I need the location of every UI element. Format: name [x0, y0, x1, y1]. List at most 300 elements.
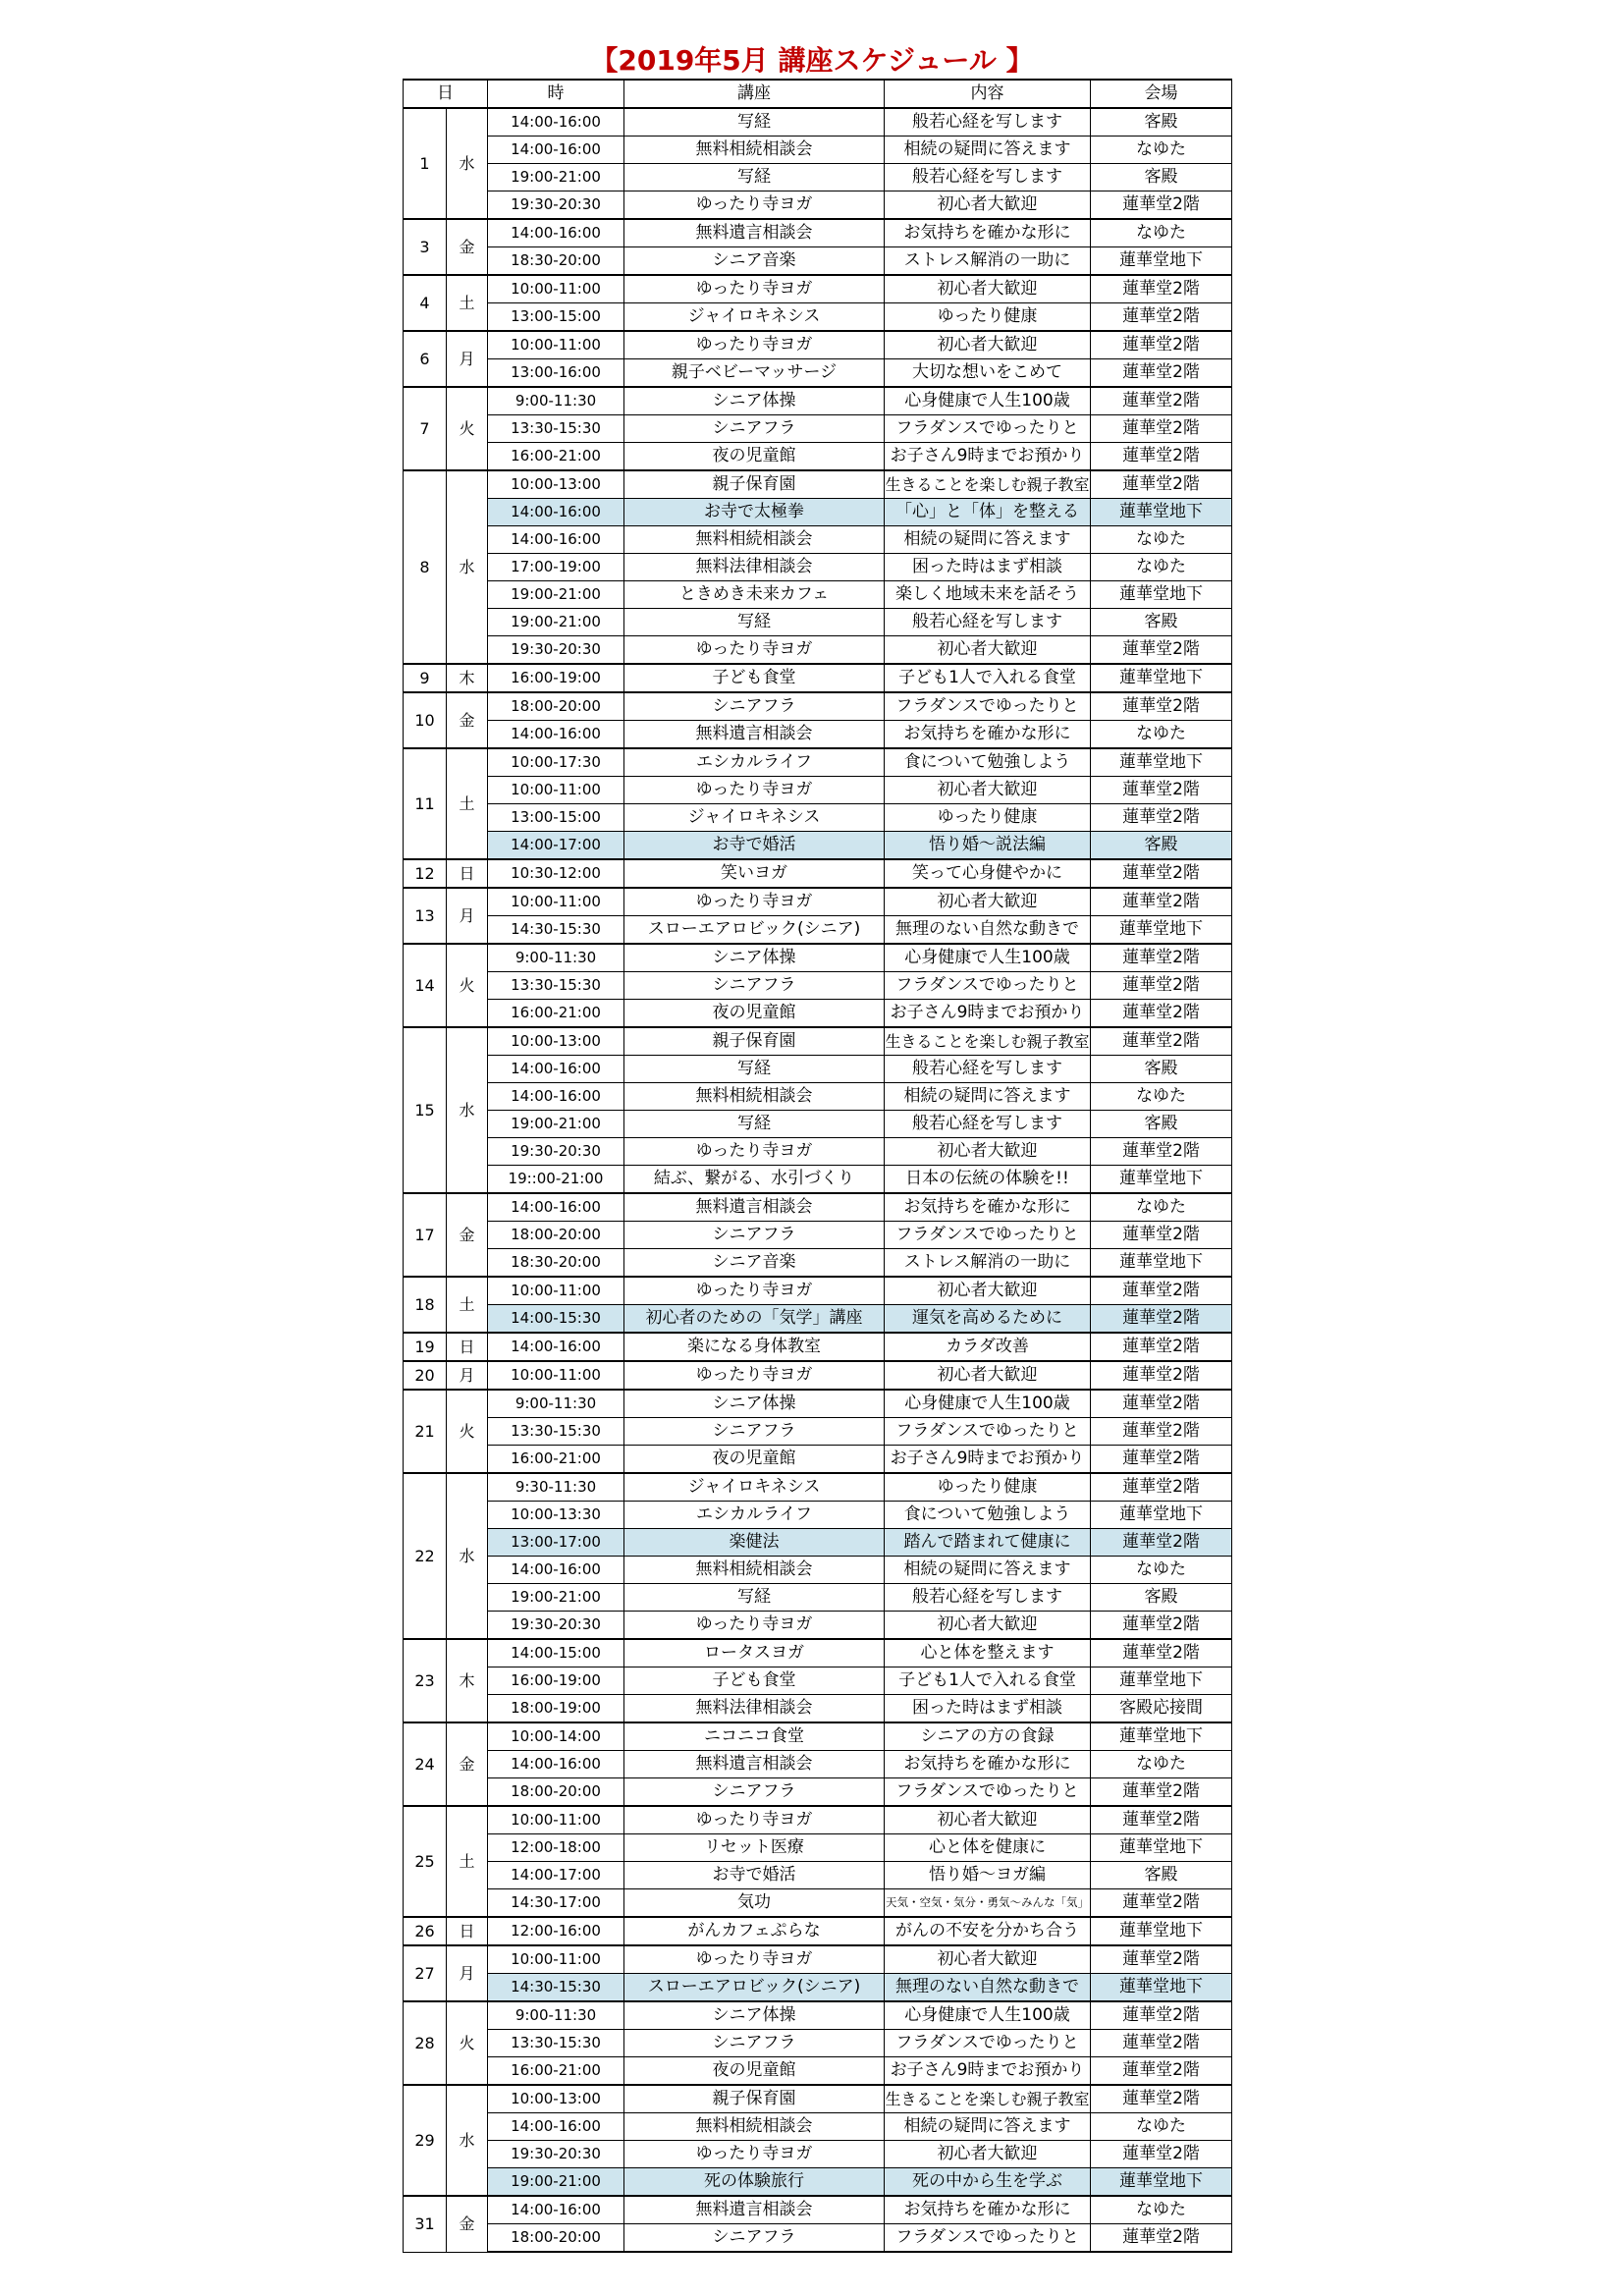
schedule-row: [404, 1249, 1232, 1278]
course-cell: シニアフラ: [624, 692, 885, 721]
weekday-cell: 金: [447, 692, 488, 748]
weekday-cell: 日: [447, 1333, 488, 1361]
course-cell: 死の体験旅行: [624, 2168, 885, 2197]
schedule-row: [404, 692, 1232, 721]
schedule-row: [404, 2113, 1232, 2141]
time-cell: 19:00-21:00: [488, 164, 624, 191]
venue-cell: 蓮華堂2階: [1091, 1222, 1232, 1249]
course-cell: シニアフラ: [624, 1418, 885, 1446]
time-cell: 9:00-11:30: [488, 1390, 624, 1418]
schedule-row: [404, 1138, 1232, 1166]
day-cell: 1: [404, 108, 447, 219]
schedule-row: [404, 247, 1232, 276]
schedule-body: [404, 108, 1232, 2252]
schedule-row: [404, 1083, 1232, 1111]
schedule-row: [404, 2224, 1232, 2253]
weekday-cell: 土: [447, 1277, 488, 1333]
schedule-row: [404, 664, 1232, 692]
venue-cell: 蓮華堂地下: [1091, 1834, 1232, 1862]
time-cell: 16:00-19:00: [488, 1667, 624, 1695]
time-cell: 9:30-11:30: [488, 1473, 624, 1502]
time-cell: 18:30-20:00: [488, 1249, 624, 1278]
schedule-row: [404, 303, 1232, 332]
time-cell: 19:00-21:00: [488, 581, 624, 609]
schedule-row: [404, 1667, 1232, 1695]
schedule-row: [404, 2001, 1232, 2030]
weekday-cell: 月: [447, 888, 488, 944]
weekday-cell: 土: [447, 1806, 488, 1917]
schedule-row: [404, 1222, 1232, 1249]
course-cell: シニアフラ: [624, 2224, 885, 2253]
time-cell: 14:00-16:00: [488, 1751, 624, 1778]
course-cell: お寺で太極拳: [624, 499, 885, 526]
header-day: 日: [404, 80, 488, 108]
content-cell: 困った時はまず相談: [885, 1695, 1091, 1723]
header-time: 時: [488, 80, 624, 108]
venue-cell: 蓮華堂2階: [1091, 1361, 1232, 1390]
venue-cell: 蓮華堂2階: [1091, 972, 1232, 1000]
content-cell: 子ども1人で入れる食堂: [885, 664, 1091, 692]
day-cell: 9: [404, 664, 447, 692]
course-cell: ゆったり寺ヨガ: [624, 777, 885, 804]
course-cell: 夜の児童館: [624, 1000, 885, 1028]
schedule-row: [404, 1193, 1232, 1222]
content-cell: 踏んで踏まれて健康に: [885, 1529, 1091, 1557]
time-cell: 14:00-17:00: [488, 1862, 624, 1889]
schedule-row: [404, 1166, 1232, 1194]
venue-cell: 蓮華堂2階: [1091, 1138, 1232, 1166]
day-cell: 6: [404, 331, 447, 387]
schedule-row: [404, 1390, 1232, 1418]
weekday-cell: 水: [447, 1027, 488, 1193]
course-cell: 親子保育園: [624, 2085, 885, 2113]
course-cell: 無料相続相談会: [624, 137, 885, 164]
schedule-row: [404, 859, 1232, 888]
schedule-row: [404, 1502, 1232, 1529]
venue-cell: 客殿: [1091, 609, 1232, 636]
day-cell: 11: [404, 748, 447, 859]
time-cell: 19:30-20:30: [488, 636, 624, 665]
course-cell: ゆったり寺ヨガ: [624, 636, 885, 665]
day-cell: 8: [404, 470, 447, 664]
venue-cell: 蓮華堂2階: [1091, 1945, 1232, 1974]
schedule-row: [404, 1834, 1232, 1862]
content-cell: 食について勉強しよう: [885, 748, 1091, 777]
time-cell: 16:00-21:00: [488, 1446, 624, 1474]
venue-cell: なゆた: [1091, 1557, 1232, 1584]
time-cell: 18:00-20:00: [488, 1778, 624, 1807]
content-cell: 初心者大歓迎: [885, 191, 1091, 220]
time-cell: 10:00-13:00: [488, 2085, 624, 2113]
content-cell: 心と体を健康に: [885, 1834, 1091, 1862]
course-cell: 笑いヨガ: [624, 859, 885, 888]
content-cell: 初心者大歓迎: [885, 1138, 1091, 1166]
content-cell: 困った時はまず相談: [885, 554, 1091, 581]
schedule-row: [404, 1751, 1232, 1778]
course-cell: 無料遺言相談会: [624, 1193, 885, 1222]
course-cell: シニアフラ: [624, 1778, 885, 1807]
schedule-row: [404, 1778, 1232, 1807]
course-cell: シニア体操: [624, 2001, 885, 2030]
venue-cell: 客殿: [1091, 1862, 1232, 1889]
content-cell: フラダンスでゆったりと: [885, 2224, 1091, 2253]
course-cell: シニアフラ: [624, 415, 885, 443]
content-cell: お気持ちを確かな形に: [885, 1193, 1091, 1222]
day-cell: 21: [404, 1390, 447, 1473]
day-cell: 24: [404, 1722, 447, 1806]
weekday-cell: 木: [447, 664, 488, 692]
content-cell: 運気を高めるために: [885, 1305, 1091, 1334]
time-cell: 14:00-16:00: [488, 721, 624, 749]
course-cell: 写経: [624, 609, 885, 636]
time-cell: 18:00-20:00: [488, 692, 624, 721]
content-cell: シニアの方の食録: [885, 1722, 1091, 1751]
day-cell: 13: [404, 888, 447, 944]
schedule-row: [404, 1612, 1232, 1640]
content-cell: 相続の疑問に答えます: [885, 1083, 1091, 1111]
content-cell: 死の中から生を学ぶ: [885, 2168, 1091, 2197]
schedule-row: [404, 331, 1232, 359]
course-cell: ゆったり寺ヨガ: [624, 1361, 885, 1390]
course-cell: 気功: [624, 1889, 885, 1918]
venue-cell: 蓮華堂地下: [1091, 1722, 1232, 1751]
course-cell: ジャイロキネシス: [624, 1473, 885, 1502]
course-cell: ゆったり寺ヨガ: [624, 888, 885, 916]
course-cell: シニア音楽: [624, 247, 885, 276]
course-cell: スローエアロビック(シニア): [624, 1974, 885, 2002]
venue-cell: 蓮華堂2階: [1091, 1390, 1232, 1418]
venue-cell: 蓮華堂2階: [1091, 1778, 1232, 1807]
content-cell: ゆったり健康: [885, 804, 1091, 832]
time-cell: 13:00-15:00: [488, 303, 624, 332]
course-cell: ゆったり寺ヨガ: [624, 1138, 885, 1166]
content-cell: 笑って心身健やかに: [885, 859, 1091, 888]
venue-cell: 蓮華堂地下: [1091, 1166, 1232, 1194]
venue-cell: 客殿応接間: [1091, 1695, 1232, 1723]
day-cell: 22: [404, 1473, 447, 1639]
venue-cell: 客殿: [1091, 164, 1232, 191]
content-cell: 初心者大歓迎: [885, 1277, 1091, 1305]
schedule-row: [404, 888, 1232, 916]
weekday-cell: 火: [447, 2001, 488, 2085]
weekday-cell: 木: [447, 1639, 488, 1722]
course-cell: お寺で婚活: [624, 1862, 885, 1889]
schedule-row: [404, 748, 1232, 777]
venue-cell: 蓮華堂2階: [1091, 1000, 1232, 1028]
time-cell: 9:00-11:30: [488, 2001, 624, 2030]
schedule-row: [404, 916, 1232, 945]
time-cell: 13:30-15:30: [488, 415, 624, 443]
venue-cell: 蓮華堂2階: [1091, 944, 1232, 972]
time-cell: 10:30-12:00: [488, 859, 624, 888]
time-cell: 16:00-21:00: [488, 2057, 624, 2086]
time-cell: 13:00-17:00: [488, 1529, 624, 1557]
venue-cell: 蓮華堂地下: [1091, 664, 1232, 692]
day-cell: 26: [404, 1917, 447, 1945]
content-cell: 日本の伝統の体験を!!: [885, 1166, 1091, 1194]
venue-cell: 蓮華堂2階: [1091, 2085, 1232, 2113]
time-cell: 10:00-11:00: [488, 888, 624, 916]
course-cell: 写経: [624, 164, 885, 191]
time-cell: 10:00-11:00: [488, 1806, 624, 1834]
venue-cell: 蓮華堂2階: [1091, 1333, 1232, 1361]
time-cell: 19:00-21:00: [488, 1111, 624, 1138]
course-cell: ニコニコ食堂: [624, 1722, 885, 1751]
schedule-row: [404, 1584, 1232, 1612]
course-cell: シニア体操: [624, 944, 885, 972]
schedule-row: [404, 499, 1232, 526]
schedule-row: [404, 1056, 1232, 1083]
venue-cell: 蓮華堂地下: [1091, 1974, 1232, 2002]
course-cell: シニア音楽: [624, 1249, 885, 1278]
course-cell: 無料遺言相談会: [624, 219, 885, 247]
venue-cell: 蓮華堂2階: [1091, 2224, 1232, 2253]
time-cell: 14:00-16:00: [488, 108, 624, 137]
venue-cell: 蓮華堂2階: [1091, 1418, 1232, 1446]
content-cell: 初心者大歓迎: [885, 1612, 1091, 1640]
content-cell: お気持ちを確かな形に: [885, 219, 1091, 247]
venue-cell: 蓮華堂地下: [1091, 1917, 1232, 1945]
course-cell: リセット医療: [624, 1834, 885, 1862]
weekday-cell: 月: [447, 1361, 488, 1390]
day-cell: 4: [404, 275, 447, 331]
venue-cell: なゆた: [1091, 1083, 1232, 1111]
content-cell: 初心者大歓迎: [885, 331, 1091, 359]
content-cell: 楽しく地域未来を話そう: [885, 581, 1091, 609]
time-cell: 14:00-16:00: [488, 1333, 624, 1361]
content-cell: 般若心経を写します: [885, 1111, 1091, 1138]
course-cell: 親子ベビーマッサージ: [624, 359, 885, 388]
content-cell: 初心者大歓迎: [885, 275, 1091, 303]
schedule-row: [404, 2030, 1232, 2057]
content-cell: 生きることを楽しむ親子教室: [885, 470, 1091, 499]
weekday-cell: 月: [447, 331, 488, 387]
content-cell: 天気・空気・気分・勇気～みんな「気」: [885, 1889, 1091, 1918]
content-cell: お気持ちを確かな形に: [885, 721, 1091, 749]
schedule-row: [404, 944, 1232, 972]
venue-cell: 蓮華堂地下: [1091, 916, 1232, 945]
time-cell: 9:00-11:30: [488, 944, 624, 972]
venue-cell: 蓮華堂2階: [1091, 443, 1232, 471]
header-course: 講座: [624, 80, 885, 108]
weekday-cell: 火: [447, 1390, 488, 1473]
weekday-cell: 金: [447, 1193, 488, 1277]
schedule-row: [404, 1333, 1232, 1361]
day-cell: 18: [404, 1277, 447, 1333]
course-cell: お寺で婚活: [624, 832, 885, 860]
time-cell: 18:30-20:00: [488, 247, 624, 276]
time-cell: 14:00-16:00: [488, 499, 624, 526]
venue-cell: 蓮華堂地下: [1091, 2168, 1232, 2197]
venue-cell: 蓮華堂2階: [1091, 636, 1232, 665]
course-cell: シニア体操: [624, 387, 885, 415]
course-cell: シニア体操: [624, 1390, 885, 1418]
time-cell: 10:00-11:00: [488, 1361, 624, 1390]
time-cell: 10:00-13:00: [488, 470, 624, 499]
content-cell: 生きることを楽しむ親子教室: [885, 2085, 1091, 2113]
schedule-row: [404, 1000, 1232, 1028]
venue-cell: 蓮華堂地下: [1091, 1502, 1232, 1529]
course-cell: 子ども食堂: [624, 1667, 885, 1695]
venue-cell: 蓮華堂2階: [1091, 2001, 1232, 2030]
weekday-cell: 水: [447, 108, 488, 219]
time-cell: 14:00-16:00: [488, 137, 624, 164]
schedule-row: [404, 2196, 1232, 2224]
content-cell: ストレス解消の一助に: [885, 1249, 1091, 1278]
venue-cell: 蓮華堂2階: [1091, 1446, 1232, 1474]
schedule-row: [404, 1639, 1232, 1667]
content-cell: 大切な想いをこめて: [885, 359, 1091, 388]
venue-cell: 蓮華堂2階: [1091, 1806, 1232, 1834]
course-cell: 初心者のための「気学」講座: [624, 1305, 885, 1334]
venue-cell: なゆた: [1091, 554, 1232, 581]
course-cell: ジャイロキネシス: [624, 303, 885, 332]
day-cell: 23: [404, 1639, 447, 1722]
venue-cell: なゆた: [1091, 1193, 1232, 1222]
course-cell: 無料相続相談会: [624, 2113, 885, 2141]
day-cell: 12: [404, 859, 447, 888]
time-cell: 19:30-20:30: [488, 1138, 624, 1166]
schedule-row: [404, 609, 1232, 636]
time-cell: 14:00-16:00: [488, 1193, 624, 1222]
time-cell: 16:00-21:00: [488, 1000, 624, 1028]
content-cell: 般若心経を写します: [885, 164, 1091, 191]
day-cell: 10: [404, 692, 447, 748]
schedule-row: [404, 2141, 1232, 2168]
venue-cell: 蓮華堂2階: [1091, 859, 1232, 888]
day-cell: 17: [404, 1193, 447, 1277]
schedule-row: [404, 554, 1232, 581]
content-cell: 初心者大歓迎: [885, 1361, 1091, 1390]
time-cell: 19:30-20:30: [488, 2141, 624, 2168]
venue-cell: 蓮華堂地下: [1091, 748, 1232, 777]
venue-cell: 客殿: [1091, 832, 1232, 860]
time-cell: 10:00-11:00: [488, 1277, 624, 1305]
course-cell: ゆったり寺ヨガ: [624, 275, 885, 303]
time-cell: 14:00-17:00: [488, 832, 624, 860]
schedule-row: [404, 972, 1232, 1000]
schedule-row: [404, 1027, 1232, 1056]
course-cell: 夜の児童館: [624, 1446, 885, 1474]
content-cell: お子さん9時までお預かり: [885, 2057, 1091, 2086]
weekday-cell: 水: [447, 470, 488, 664]
venue-cell: 蓮華堂2階: [1091, 2030, 1232, 2057]
venue-cell: 蓮華堂2階: [1091, 1612, 1232, 1640]
content-cell: 悟り婚～説法編: [885, 832, 1091, 860]
schedule-row: [404, 164, 1232, 191]
course-cell: 写経: [624, 1056, 885, 1083]
venue-cell: なゆた: [1091, 2196, 1232, 2224]
venue-cell: 蓮華堂2階: [1091, 303, 1232, 332]
day-cell: 20: [404, 1361, 447, 1390]
venue-cell: 蓮華堂2階: [1091, 1473, 1232, 1502]
time-cell: 16:00-19:00: [488, 664, 624, 692]
content-cell: フラダンスでゆったりと: [885, 1418, 1091, 1446]
content-cell: 無理のない自然な動きで: [885, 1974, 1091, 2002]
venue-cell: 蓮華堂地下: [1091, 1667, 1232, 1695]
time-cell: 14:00-15:00: [488, 1639, 624, 1667]
course-cell: ゆったり寺ヨガ: [624, 1277, 885, 1305]
content-cell: がんの不安を分かち合う: [885, 1917, 1091, 1945]
course-cell: 写経: [624, 1111, 885, 1138]
day-cell: 3: [404, 219, 447, 275]
content-cell: 子ども1人で入れる食堂: [885, 1667, 1091, 1695]
venue-cell: 蓮華堂2階: [1091, 888, 1232, 916]
day-cell: 31: [404, 2196, 447, 2252]
venue-cell: 蓮華堂2階: [1091, 804, 1232, 832]
weekday-cell: 火: [447, 944, 488, 1027]
time-cell: 13:30-15:30: [488, 2030, 624, 2057]
venue-cell: 蓮華堂2階: [1091, 275, 1232, 303]
schedule-row: [404, 470, 1232, 499]
schedule-row: [404, 1111, 1232, 1138]
schedule-row: [404, 415, 1232, 443]
schedule-row: [404, 721, 1232, 749]
time-cell: 10:00-11:00: [488, 777, 624, 804]
content-cell: お気持ちを確かな形に: [885, 2196, 1091, 2224]
time-cell: 14:00-16:00: [488, 219, 624, 247]
venue-cell: 蓮華堂2階: [1091, 359, 1232, 388]
content-cell: ゆったり健康: [885, 303, 1091, 332]
content-cell: 心身健康で人生100歳: [885, 387, 1091, 415]
venue-cell: 蓮華堂2階: [1091, 1277, 1232, 1305]
course-cell: 写経: [624, 108, 885, 137]
venue-cell: 蓮華堂地下: [1091, 1249, 1232, 1278]
weekday-cell: 日: [447, 1917, 488, 1945]
time-cell: 14:00-15:30: [488, 1305, 624, 1334]
schedule-row: [404, 2057, 1232, 2086]
content-cell: 般若心経を写します: [885, 108, 1091, 137]
venue-cell: 蓮華堂2階: [1091, 387, 1232, 415]
content-cell: ストレス解消の一助に: [885, 247, 1091, 276]
venue-cell: なゆた: [1091, 2113, 1232, 2141]
day-cell: 15: [404, 1027, 447, 1193]
schedule-row: [404, 387, 1232, 415]
weekday-cell: 金: [447, 2196, 488, 2252]
schedule-row: [404, 2085, 1232, 2113]
schedule-row: [404, 443, 1232, 471]
schedule-row: [404, 777, 1232, 804]
day-cell: 14: [404, 944, 447, 1027]
course-cell: 楽健法: [624, 1529, 885, 1557]
venue-cell: 蓮華堂2階: [1091, 1639, 1232, 1667]
header-row: [404, 80, 1232, 108]
course-cell: シニアフラ: [624, 1222, 885, 1249]
time-cell: 14:00-16:00: [488, 526, 624, 554]
schedule-row: [404, 1917, 1232, 1945]
weekday-cell: 水: [447, 1473, 488, 1639]
schedule-row: [404, 275, 1232, 303]
venue-cell: なゆた: [1091, 721, 1232, 749]
schedule-row: [404, 526, 1232, 554]
schedule-row: [404, 137, 1232, 164]
time-cell: 10:00-13:00: [488, 1027, 624, 1056]
schedule-row: [404, 1473, 1232, 1502]
time-cell: 13:00-16:00: [488, 359, 624, 388]
venue-cell: なゆた: [1091, 219, 1232, 247]
content-cell: 「心」と「体」を整える: [885, 499, 1091, 526]
time-cell: 10:00-17:30: [488, 748, 624, 777]
content-cell: お子さん9時までお預かり: [885, 1446, 1091, 1474]
schedule-row: [404, 1557, 1232, 1584]
schedule-row: [404, 1862, 1232, 1889]
header-content: 内容: [885, 80, 1091, 108]
schedule-row: [404, 1722, 1232, 1751]
venue-cell: 客殿: [1091, 1584, 1232, 1612]
content-cell: 相続の疑問に答えます: [885, 137, 1091, 164]
weekday-cell: 水: [447, 2085, 488, 2196]
time-cell: 19::00-21:00: [488, 1166, 624, 1194]
